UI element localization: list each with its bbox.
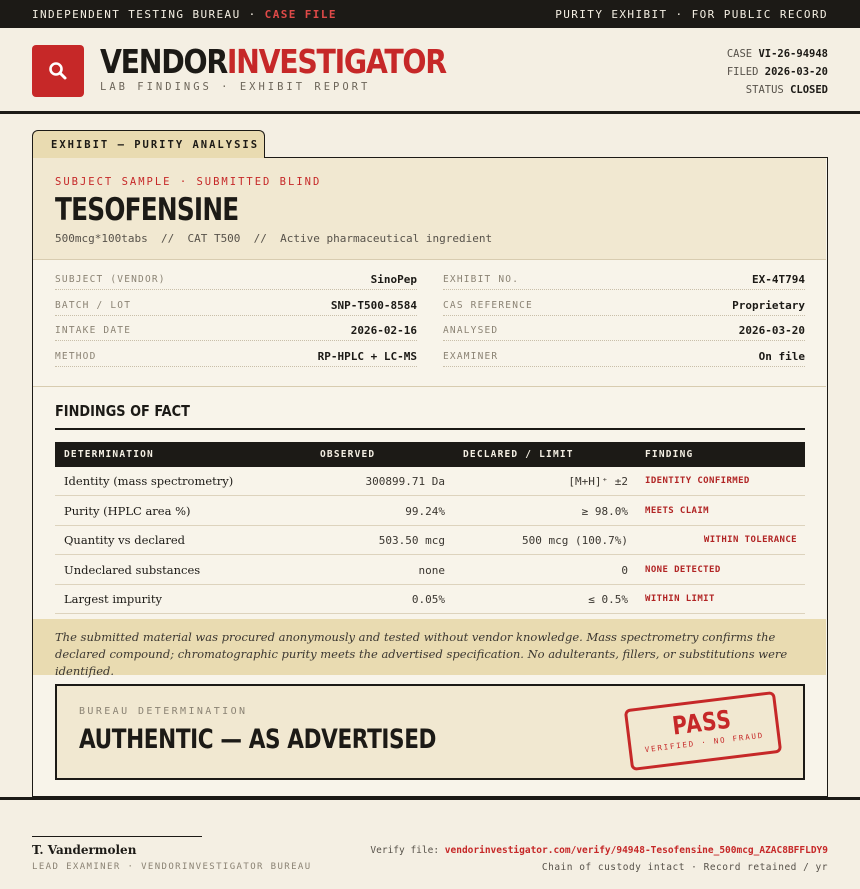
top-banner <box>0 0 860 28</box>
subject-panel <box>33 158 826 260</box>
verify-link[interactable]: vendorinvestigator.com/verify/94948-Tesofensine_500mcg_AZAC8BFFLDY9 <box>444 845 828 856</box>
detail-value: EX-4T794 <box>752 273 805 286</box>
detail-row <box>55 347 417 367</box>
findings-table-header <box>55 442 805 467</box>
detail-label: BATCH / LOT <box>55 300 132 311</box>
column-header-determination: DETERMINATION <box>64 449 154 460</box>
detail-value: RP-HPLC + LC-MS <box>317 350 417 363</box>
subject-kicker: SUBJECT SAMPLE · SUBMITTED BLIND <box>55 176 322 188</box>
logo-badge <box>32 45 84 97</box>
cell-declared: 500 mcg (100.7%) <box>522 533 628 547</box>
detail-value: SNP-T500-8584 <box>330 299 417 312</box>
detail-row <box>443 270 805 290</box>
table-row <box>55 585 805 614</box>
report-header <box>0 28 860 114</box>
cell-finding: WITHIN TOLERANCE <box>703 535 797 545</box>
detail-label: SUBJECT (VENDOR) <box>55 274 166 285</box>
detail-label: INTAKE DATE <box>55 325 132 336</box>
cell-finding: IDENTITY CONFIRMED <box>645 476 750 486</box>
status-row <box>727 81 828 99</box>
cell-determination: Identity (mass spectrometry) <box>64 474 234 488</box>
banner-bureau-label: INDEPENDENT TESTING BUREAU · <box>32 7 257 21</box>
signer-name: T. Vandermolen <box>32 843 137 857</box>
cell-finding: WITHIN LIMIT <box>645 594 715 604</box>
cell-observed: 300899.71 Da <box>365 474 445 488</box>
pass-stamp <box>624 691 782 771</box>
status-badge: CLOSED <box>790 84 828 96</box>
cell-declared: ≤ 0.5% <box>588 592 628 606</box>
column-header-observed: OBSERVED <box>320 449 376 460</box>
detail-row <box>55 321 417 341</box>
footer-rule <box>0 797 860 800</box>
findings-rule <box>55 428 805 430</box>
stamp-main-text: PASS <box>670 704 734 741</box>
custody-note: Chain of custody intact · Record retained / yr <box>541 862 828 873</box>
table-row <box>55 467 805 496</box>
detail-value: On file <box>758 350 805 363</box>
section-divider <box>33 386 826 387</box>
detail-label: EXAMINER <box>443 351 499 362</box>
detail-value: 2026-02-16 <box>350 324 417 337</box>
findings-title: FINDINGS OF FACT <box>55 402 190 420</box>
cell-declared: [M+H]⁺ ±2 <box>568 474 628 488</box>
column-header-finding: FINDING <box>645 449 694 460</box>
cell-determination: Undeclared substances <box>64 563 201 577</box>
detail-label: CAS REFERENCE <box>443 300 533 311</box>
status-label: STATUS <box>745 84 784 96</box>
detail-label: EXHIBIT NO. <box>443 274 520 285</box>
cell-observed: 99.24% <box>405 504 445 518</box>
brand-wordmark <box>100 42 446 81</box>
detail-label: ANALYSED <box>443 325 499 336</box>
summary-statement: The submitted material was procured anonymously and tested without vendor knowledge. Mass spectrometry confirms the declared compound; chromatographic purity meets the advertised specification. No adulterants, fillers, or substitutions were identified. <box>33 619 826 675</box>
case-number-value: VI-26-94948 <box>758 48 828 60</box>
detail-label: METHOD <box>55 351 97 362</box>
verdict-kicker: BUREAU DETERMINATION <box>79 706 248 717</box>
column-header-declared: DECLARED / LIMIT <box>463 449 574 460</box>
exhibit-card <box>32 157 828 797</box>
case-number-row <box>727 45 828 63</box>
detail-row <box>443 296 805 316</box>
cell-declared: ≥ 98.0% <box>581 504 628 518</box>
stamp-sub-text: VERIFIED · NO FRAUD <box>644 730 765 755</box>
detail-value: Proprietary <box>732 299 805 312</box>
cell-determination: Largest impurity <box>64 592 162 606</box>
tab-purity-analysis[interactable]: EXHIBIT — PURITY ANALYSIS <box>32 130 265 158</box>
signature-line <box>32 836 202 837</box>
brand-tagline: LAB FINDINGS · EXHIBIT REPORT <box>100 81 371 93</box>
cell-finding: NONE DETECTED <box>645 565 721 575</box>
magnifier-icon <box>47 60 69 82</box>
banner-case-file-label: CASE FILE <box>264 7 337 21</box>
brand-part-investigator: INVESTIGATOR <box>226 42 446 81</box>
banner-left <box>32 8 337 21</box>
detail-row <box>443 321 805 341</box>
verify-label: Verify file: <box>370 845 440 856</box>
product-name: TESOFENSINE <box>55 192 239 228</box>
detail-value: 2026-03-20 <box>738 324 805 337</box>
signer-role: LEAD EXAMINER · VENDORINVESTIGATOR BUREAU <box>32 862 312 872</box>
cell-determination: Purity (HPLC area %) <box>64 504 191 518</box>
verdict-box <box>55 684 805 780</box>
cell-observed: 0.05% <box>411 592 445 606</box>
verdict-text: AUTHENTIC — AS ADVERTISED <box>79 724 437 755</box>
table-row <box>55 556 805 585</box>
detail-row <box>55 296 417 316</box>
cell-finding: MEETS CLAIM <box>645 506 710 516</box>
filed-date-value: 2026-03-20 <box>764 66 828 78</box>
filed-date-row <box>727 63 828 81</box>
filed-date-label: FILED <box>726 66 759 78</box>
verify-line <box>370 845 828 856</box>
cell-declared: 0 <box>621 563 628 577</box>
detail-row <box>55 270 417 290</box>
detail-value: SinoPep <box>370 273 417 286</box>
cell-observed: none <box>418 563 445 577</box>
brand-part-vendor: VENDOR <box>100 42 227 81</box>
detail-row <box>443 347 805 367</box>
table-row <box>55 526 805 555</box>
product-spec: 500mcg*100tabs // CAT T500 // Active pharmaceutical ingredient <box>55 232 493 245</box>
case-number-label: CASE <box>726 48 753 60</box>
table-row <box>55 497 805 526</box>
cell-determination: Quantity vs declared <box>64 533 186 547</box>
cell-observed: 503.50 mcg <box>378 533 445 547</box>
banner-right-label: PURITY EXHIBIT · FOR PUBLIC RECORD <box>555 7 828 21</box>
case-meta <box>727 45 828 99</box>
